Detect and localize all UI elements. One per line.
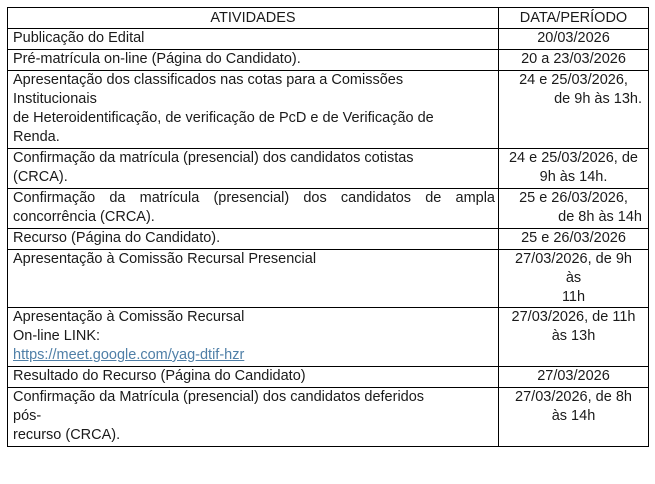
date-text: 27/03/2026, de 9h [515,251,632,267]
date-cell [499,29,649,50]
date-cell [499,229,649,250]
table-row [8,229,649,250]
activity-text: recurso (CRCA). [13,427,121,443]
activity-cell [8,250,499,308]
activity-cell [8,71,499,149]
date-text: às [565,270,582,286]
activity-text: Institucionais [13,91,97,107]
activity-text: Resultado do Recurso (Página do Candidato) [13,368,306,384]
activity-cell [8,229,499,250]
date-cell [499,189,649,229]
header-period: DATA/PERÍODO [499,8,649,29]
activity-text: Apresentação à Comissão Recursal Presencial [13,251,317,267]
date-text: 24 e 25/03/2026, de [508,150,638,166]
date-text: 25 e 26/03/2026, [519,190,628,206]
date-text: 9h às 14h. [539,169,608,185]
activity-text: Recurso (Página do Candidato). [13,230,221,246]
table-row [8,388,649,447]
date-text: 20/03/2026 [537,30,610,46]
date-text: às 14h [551,408,596,424]
date-cell [499,367,649,388]
date-cell [499,388,649,447]
activity-text: Apresentação dos classificados nas cotas para a Comissões [13,72,404,88]
activity-text: pós- [13,408,42,424]
header-activities: ATIVIDADES [8,8,499,29]
activity-cell [8,29,499,50]
date-cell [499,250,649,308]
date-text: de 9h às 13h. [554,91,642,107]
meeting-link[interactable]: https://meet.google.com/yag-dtif-hzr [13,347,245,363]
activity-text: (CRCA). [13,169,68,185]
activity-text: de Heteroidentificação, de verificação de PcD e de Verificação de [13,110,434,126]
activity-cell [8,367,499,388]
table-row [8,149,649,189]
date-text: 27/03/2026, de 11h [511,309,636,325]
header-row [8,8,649,29]
table-row [8,29,649,50]
activity-cell [8,50,499,71]
activity-text: Confirmação da matrícula (presencial) dos candidatos de ampla [13,190,495,206]
activity-text: Publicação do Edital [13,30,145,46]
activity-text: Pré-matrícula on-line (Página do Candidato). [13,51,301,67]
activity-cell [8,388,499,447]
date-text: 27/03/2026, de 8h [515,389,632,405]
date-cell [499,149,649,189]
date-cell [499,308,649,367]
table-row [8,250,649,308]
activity-cell [8,149,499,189]
activity-text: On-line LINK: [13,328,101,344]
table-row [8,50,649,71]
date-text: 11h [561,289,586,305]
activity-text: Apresentação à Comissão Recursal [13,309,245,325]
date-text: 27/03/2026 [537,368,610,384]
date-cell [499,71,649,149]
table-row [8,189,649,229]
activity-text: Renda. [13,129,60,145]
activity-text: concorrência (CRCA). [13,209,155,225]
activity-cell [8,189,499,229]
date-text: 20 a 23/03/2026 [521,51,626,67]
activity-text: Confirmação da Matrícula (presencial) dos candidatos deferidos [13,389,425,405]
date-text: de 8h às 14h [558,209,642,225]
date-text: às 13h [551,328,596,344]
table-row [8,71,649,149]
activity-cell [8,308,499,367]
date-cell [499,50,649,71]
activity-text: Confirmação da matrícula (presencial) dos candidatos cotistas [13,150,414,166]
schedule-table [7,7,649,447]
table-row [8,367,649,388]
table-row [8,308,649,367]
date-text: 25 e 26/03/2026 [521,230,626,246]
date-text: 24 e 25/03/2026, [519,72,628,88]
